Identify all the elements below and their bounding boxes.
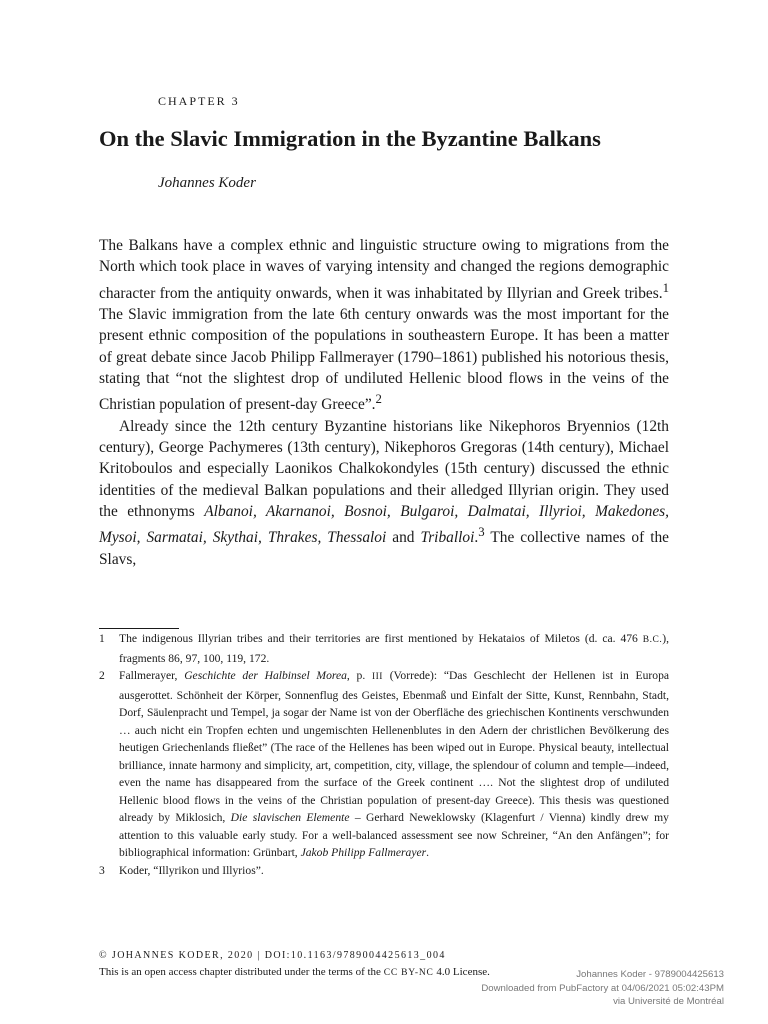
author-name: Johannes Koder: [158, 175, 256, 191]
license-text-end: 4.0 License.: [433, 966, 490, 978]
page-numeral: III: [371, 672, 383, 682]
footnote-number: 2: [99, 669, 105, 682]
footnote-text-part: (Vorrede): “Das Geschlecht der Hellenen ist in Europa ausgerottet. Schönheit der Körper, Sonnenflug des Geistes, Ebenmaß und Einfalt der Sitte, Kunst, Rennbahn, Stadt, Dorf, Säulenpracht und Tempel, ja sogar der Name ist von der Oberfläche des griechischen Kontinents verschwunden … auch nicht ein Tropfen echten und ungemischten Hellenenblutes in den Adern der christlichen Bevölkerung des heutigen Griechenlands fließet” (The race of the Hellenes has been wiped out in Europe. Physical beauty, intellectual brilliance, innate harmony and simplicity, art, competition, city, village, the splendour of column and temple—indeed, even the name has disappeared from the surface of the Greek continent …. Not the slightest drop of undiluted Hellenic blood flows in the veins of the Christian population of present-day Greece). This thesis was questioned already by Miklosich,: [119, 669, 670, 824]
footnote-2: [99, 667, 669, 862]
book-title: Geschichte der Halbinsel Morea: [184, 669, 347, 682]
footnote-text-part: Fallmerayer,: [119, 669, 185, 682]
footnotes: [99, 630, 669, 879]
paragraph-2-text: Already since the 12th century Byzantine historians like Nikephoros Bryennios (12th century), George Pachymeres (13th century), Nikephoros Gregoras (14th century), Michael Kritoboulos and especially Laonikos Chalkokondyles (15th century) discussed the ethnic identities of the medieval Balkan populations and their alledged Illyrian origin. They used the ethnonyms: [99, 417, 669, 520]
footnote-ref-1[interactable]: 1: [662, 280, 669, 295]
download-stamp-line: via Université de Montréal: [613, 996, 724, 1007]
era-abbreviation: B.C.: [642, 635, 663, 645]
chapter-title: On the Slavic Immigration in the Byzantine Balkans: [99, 126, 601, 151]
footnote-text-part: , p.: [346, 669, 372, 682]
footnote-text-part: ), fragments 86, 97, 100, 119, 172.: [119, 632, 669, 665]
footnote-number: 1: [99, 632, 105, 645]
ethnonyms-list: Albanoi, Akarnanoi, Bosnoi, Bulgaroi, Dalmatai, Illyrioi, Makedones, Mysoi, Sarmatai, Skythai, Thrakes, Thessaloi: [99, 502, 669, 547]
chapter-label: CHAPTER 3: [158, 94, 240, 108]
download-stamp: [481, 968, 724, 1009]
paragraph-2: [99, 416, 669, 570]
footnote-1: [99, 630, 669, 667]
body-text: [99, 235, 669, 570]
ethnonym-triballoi: Triballoi: [420, 529, 475, 547]
footnote-ref-2[interactable]: 2: [375, 392, 382, 407]
book-title: Jakob Philipp Fallmerayer: [300, 846, 427, 859]
footnote-3: [99, 862, 669, 880]
footnote-text-part: .: [426, 846, 430, 859]
paragraph-2-text-end: The collective names of the Slavs,: [99, 529, 669, 568]
book-title: Die slavischen Elemente: [230, 811, 350, 824]
footnote-text: [119, 667, 669, 862]
footnote-text: [119, 630, 669, 667]
paragraph-1-text-cont: The Slavic immigration from the late 6th century onwards was the most important for the present ethnic composition of the populations in southeastern Europe. It has been a matter of great debate since Jacob Philipp Fallmerayer (1790–1861) published his notorious thesis, stating that “not the slightest drop of undiluted Hellenic blood flows in the veins of the Christian population of present-day Greece”.: [99, 306, 669, 414]
download-stamp-line: Johannes Koder - 9789004425613: [576, 969, 724, 980]
footnote-number: 3: [99, 863, 105, 877]
paragraph-1-text: The Balkans have a complex ethnic and linguistic structure owing to migrations from the North which took place in waves of varying intensity and changed the regions demographic character from the antiquity onwards, when it was inhabitated by Illyrian and Greek tribes.: [99, 237, 669, 302]
paragraph-1: [99, 235, 669, 416]
period: .: [474, 529, 479, 547]
footnote-text-part: The indigenous Illyrian tribes and their territories are first mentioned by Hekataios of Miletos (d. ca. 476: [119, 632, 643, 645]
paragraph-2-conjunction: and: [386, 529, 421, 547]
download-stamp-line: Downloaded from PubFactory at 04/06/2021 05:02:43PM: [481, 982, 724, 994]
footnote-text-part: – Gerhard Neweklowsky (Klagenfurt / Vienna) kindly drew my attention to this valuable early study. For a well-balanced assessment see now Schreiner, “An den Anfängen”; for bibliographical information: Grünbart,: [119, 811, 669, 859]
license-name[interactable]: CC BY-NC: [383, 968, 434, 978]
footnote-text: Koder, “Illyrikon und Illyrios”.: [119, 863, 264, 877]
footnote-ref-3[interactable]: 3: [478, 525, 485, 540]
license-text: This is an open access chapter distributed under the terms of the: [99, 966, 384, 978]
copyright-line: © JOHANNES KODER, 2020 | DOI:10.1163/9789004425613_004: [99, 950, 446, 961]
footnote-divider: [99, 628, 179, 629]
